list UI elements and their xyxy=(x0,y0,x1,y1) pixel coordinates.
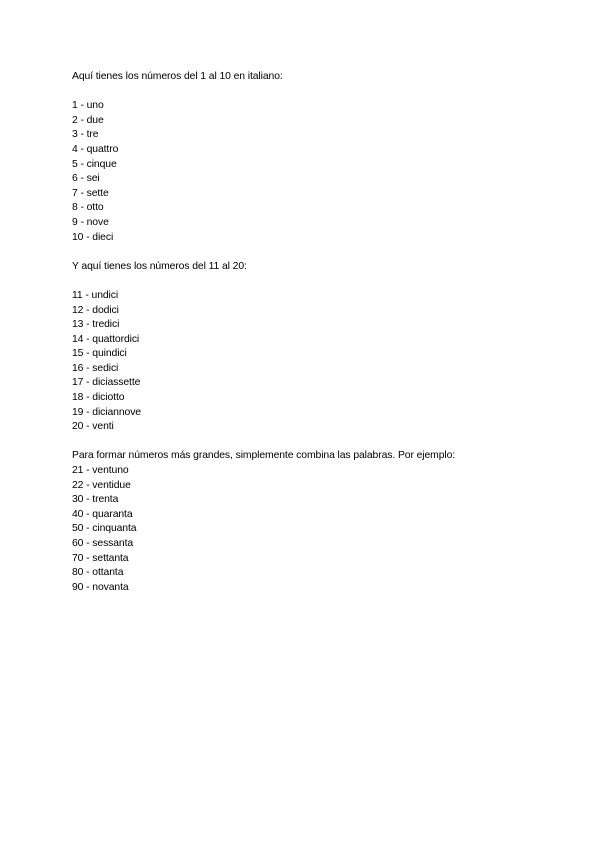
list-item: 18 - diciotto xyxy=(72,392,125,404)
list-item: 20 - venti xyxy=(72,421,114,433)
numbers-1-10-list xyxy=(72,99,532,245)
list-item: 19 - diciannove xyxy=(72,406,141,418)
list-item: 70 - settanta xyxy=(72,552,129,564)
numbers-11-20-list xyxy=(72,289,532,435)
list-item: 17 - diciassette xyxy=(72,377,141,389)
list-item: 80 - ottanta xyxy=(72,567,124,579)
list-item: 16 - sedici xyxy=(72,362,119,374)
list-item: 14 - quattordici xyxy=(72,333,140,345)
list-item: 10 - dieci xyxy=(72,231,114,243)
intro-paragraph: Aquí tienes los números del 1 al 10 en italiano: xyxy=(72,71,283,82)
larger-numbers-list xyxy=(72,464,532,595)
list-item: 4 - quattro xyxy=(72,143,119,155)
list-item: 90 - novanta xyxy=(72,581,129,593)
list-item: 22 - ventidue xyxy=(72,479,131,491)
third-intro-paragraph: Para formar números más grandes, simplemente combina las palabras. Por ejemplo: xyxy=(72,450,456,462)
list-item: 6 - sei xyxy=(72,173,100,185)
document-body xyxy=(72,70,532,595)
list-item: 13 - tredici xyxy=(72,319,120,331)
paragraph-gap xyxy=(72,435,532,450)
paragraph-gap xyxy=(72,245,532,260)
list-item: 5 - cinque xyxy=(72,158,117,170)
paragraph-gap xyxy=(72,274,532,289)
paragraph-gap xyxy=(72,85,532,100)
list-item: 12 - dodici xyxy=(72,304,119,316)
list-item: 15 - quindici xyxy=(72,348,127,360)
list-item: 8 - otto xyxy=(72,202,104,214)
second-intro-paragraph: Y aquí tienes los números del 11 al 20: xyxy=(72,260,247,272)
list-item: 21 - ventuno xyxy=(72,465,129,477)
list-item: 11 - undici xyxy=(72,289,119,301)
list-item: 40 - quaranta xyxy=(72,508,133,520)
list-item: 30 - trenta xyxy=(72,494,119,506)
list-item: 9 - nove xyxy=(72,216,109,228)
list-item: 3 - tre xyxy=(72,129,99,141)
list-item: 60 - sessanta xyxy=(72,538,134,549)
list-item: 50 - cinquanta xyxy=(72,523,137,535)
list-item: 7 - sette xyxy=(72,187,109,199)
list-item: 1 - uno xyxy=(72,100,104,112)
list-item: 2 - due xyxy=(72,114,104,126)
